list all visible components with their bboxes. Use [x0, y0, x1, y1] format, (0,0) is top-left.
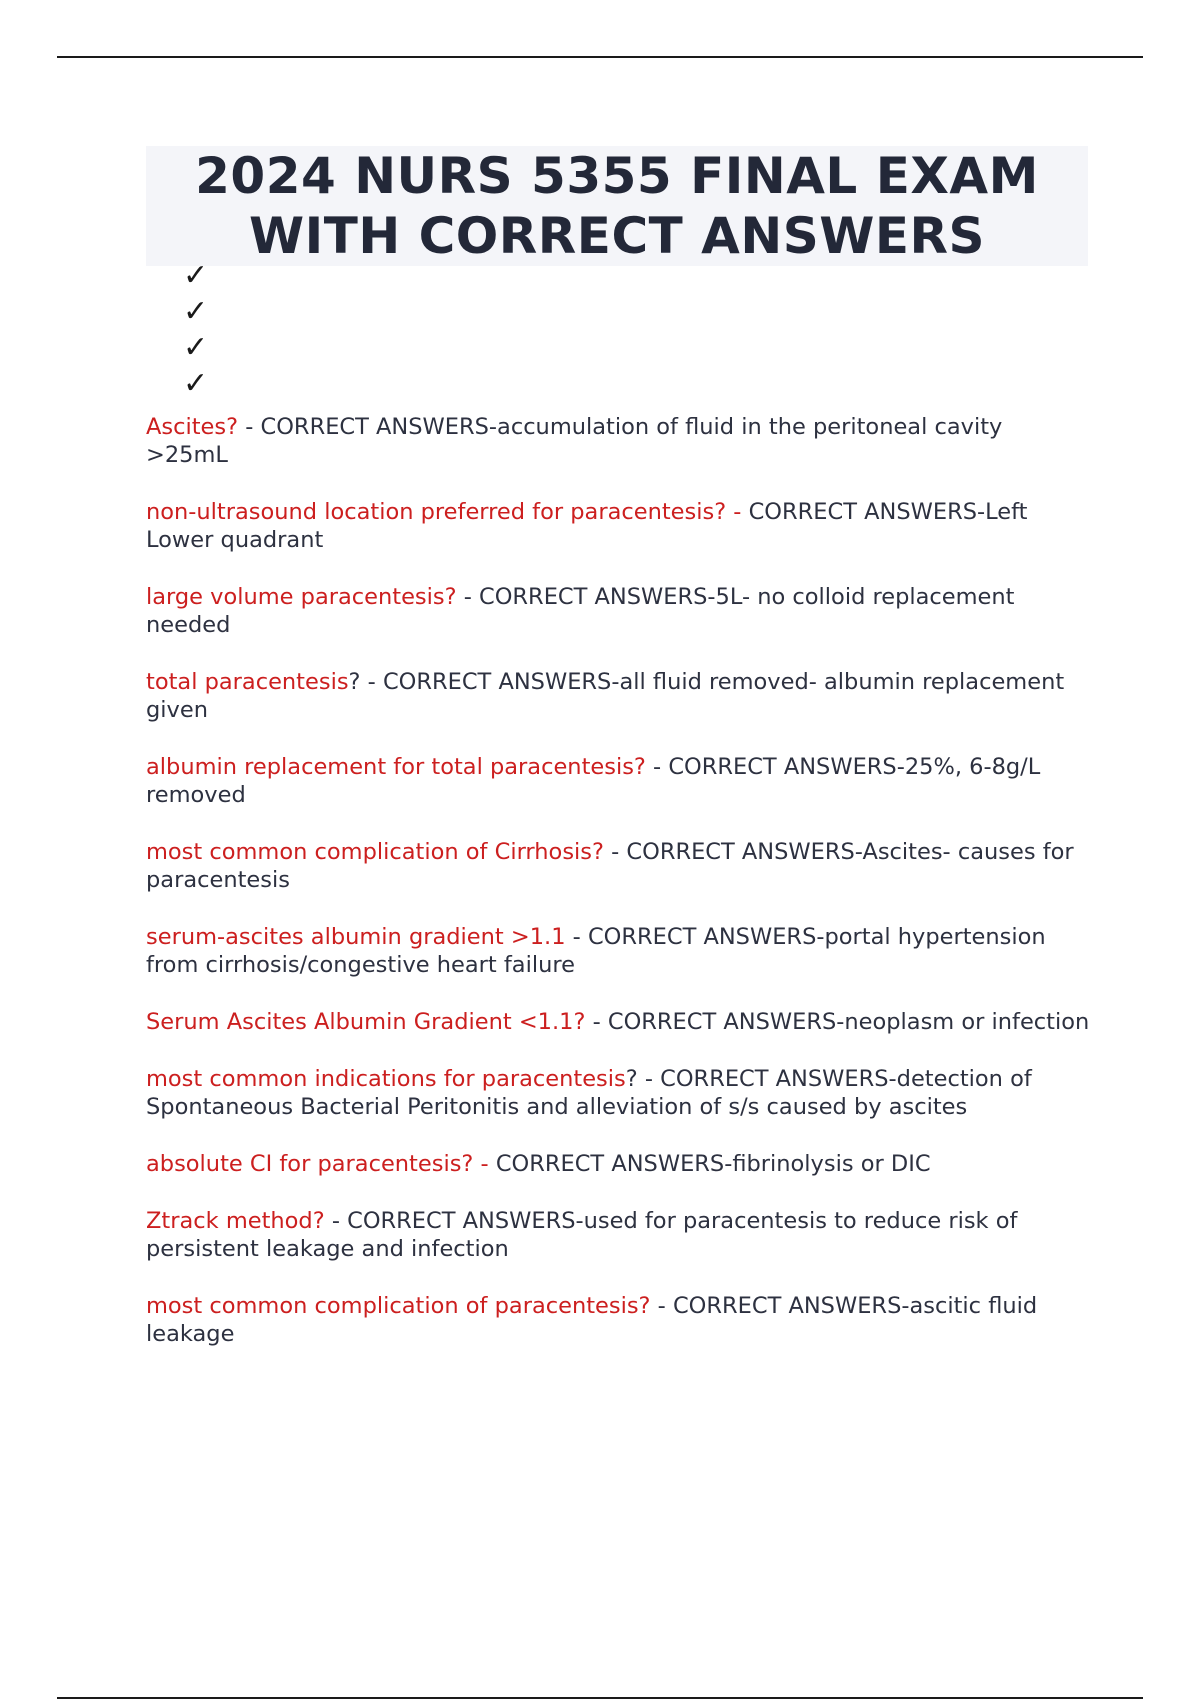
answer-text: Left Lower quadrant: [146, 499, 1028, 553]
question-tail: ?: [625, 1066, 638, 1092]
answer-text: used for paracentesis to reduce risk of persistent leakage and infection: [146, 1208, 1018, 1262]
question-text: Ascites?: [146, 414, 239, 440]
qa-item: [146, 583, 1091, 639]
answer-text: neoplasm or infection: [844, 1009, 1090, 1035]
separator: -: [360, 669, 383, 695]
separator: -: [645, 754, 669, 780]
separator: -: [456, 584, 479, 610]
answer-text: 5L- no colloid replacement needed: [146, 584, 1015, 638]
question-text: absolute CI for paracentesis?: [146, 1151, 474, 1177]
checkmark-icon: ✓: [183, 366, 209, 401]
answer-text: 25%, 6-8g/L removed: [146, 754, 1041, 808]
answer-prefix: CORRECT ANSWERS-: [495, 1151, 733, 1177]
separator: -: [324, 1208, 348, 1234]
title-line-2: WITH CORRECT ANSWERS: [248, 207, 986, 265]
title-line-1: 2024 NURS 5355 FINAL EXAM: [195, 147, 1039, 205]
answer-prefix: CORRECT ANSWERS-: [479, 584, 716, 610]
qa-item: [146, 498, 1091, 554]
answer-text: accumulation of fluid in the peritoneal cavity >25mL: [146, 414, 1003, 468]
answer-text: fibrinolysis or DIC: [732, 1151, 931, 1177]
answer-prefix: CORRECT ANSWERS-: [382, 669, 620, 695]
qa-item: [146, 923, 1091, 979]
separator: -: [585, 1009, 608, 1035]
answer-prefix: CORRECT ANSWERS-: [660, 1066, 897, 1092]
answer-prefix: CORRECT ANSWERS-: [626, 839, 863, 865]
answer-prefix: CORRECT ANSWERS-: [260, 414, 498, 440]
separator: -: [603, 839, 627, 865]
qa-item: [146, 1008, 1091, 1036]
question-text: most common complication of Cirrhosis?: [146, 839, 604, 865]
question-text: Serum Ascites Albumin Gradient <1.1?: [146, 1009, 586, 1035]
question-text: non-ultrasound location preferred for paracentesis?: [146, 499, 727, 525]
checkmark-icon: ✓: [183, 258, 209, 293]
separator: -: [726, 499, 749, 525]
answer-prefix: CORRECT ANSWERS-: [347, 1208, 584, 1234]
bottom-rule: [57, 1697, 1143, 1699]
qa-item: [146, 413, 1091, 469]
qa-item: [146, 1207, 1091, 1263]
qa-item: [146, 838, 1091, 894]
separator: -: [565, 924, 588, 950]
qa-item: [146, 1150, 1091, 1178]
answer-text: Ascites- causes for paracentesis: [146, 839, 1074, 893]
qa-item: [146, 668, 1091, 724]
checkmark-icon: ✓: [183, 294, 209, 329]
answer-prefix: CORRECT ANSWERS-: [672, 1293, 910, 1319]
answer-prefix: CORRECT ANSWERS-: [607, 1009, 845, 1035]
answer-text: ascitic fluid leakage: [146, 1293, 1038, 1347]
separator: -: [238, 414, 261, 440]
qa-item: [146, 1292, 1091, 1348]
answer-text: portal hypertension from cirrhosis/congestive heart failure: [146, 924, 1046, 978]
top-rule: [57, 56, 1143, 58]
qa-list: [146, 413, 1091, 1377]
answer-prefix: CORRECT ANSWERS-: [748, 499, 986, 525]
question-text: most common indications for paracentesis: [146, 1066, 626, 1092]
answer-text: all fluid removed- albumin replacement given: [146, 669, 1065, 723]
question-text: Ztrack method?: [146, 1208, 325, 1234]
qa-item: [146, 753, 1091, 809]
title-banner: [146, 146, 1088, 266]
separator: -: [637, 1066, 661, 1092]
separator: -: [473, 1151, 496, 1177]
checkmark-icon: ✓: [183, 330, 209, 365]
question-text: most common complication of paracentesis?: [146, 1293, 651, 1319]
qa-item: [146, 1065, 1091, 1121]
answer-prefix: CORRECT ANSWERS-: [668, 754, 905, 780]
separator: -: [650, 1293, 673, 1319]
question-tail: ?: [348, 669, 361, 695]
question-text: total paracentesis: [146, 669, 349, 695]
answer-text: detection of Spontaneous Bacterial Peritonitis and alleviation of s/s caused by ascites: [146, 1066, 1032, 1120]
checkmark-list: [183, 258, 208, 402]
question-text: albumin replacement for total paracentesis?: [146, 754, 646, 780]
answer-prefix: CORRECT ANSWERS-: [587, 924, 825, 950]
document-title: [146, 146, 1088, 266]
question-text: large volume paracentesis?: [146, 584, 457, 610]
question-text: serum-ascites albumin gradient >1.1: [146, 924, 566, 950]
